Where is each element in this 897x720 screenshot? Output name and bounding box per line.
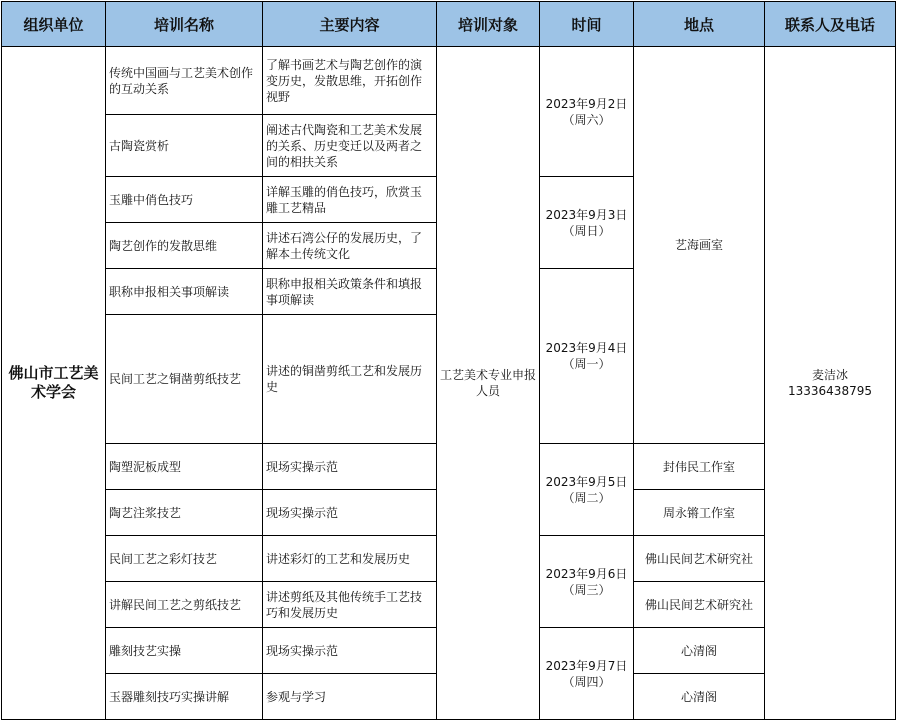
date-cell — [540, 628, 634, 720]
date-cell — [540, 47, 634, 177]
course-name: 陶艺创作的发散思维 — [106, 223, 263, 269]
weekday-text: （周二） — [562, 490, 611, 505]
training-schedule-table — [1, 1, 896, 720]
date-text: 2023年9月6日 — [545, 566, 628, 581]
course-content: 现场实操示范 — [263, 490, 437, 536]
course-name: 职称申报相关事项解读 — [106, 269, 263, 315]
location-cell: 封伟民工作室 — [634, 444, 765, 490]
course-content: 参观与学习 — [263, 674, 437, 720]
course-name: 陶塑泥板成型 — [106, 444, 263, 490]
course-name: 雕刻技艺实操 — [106, 628, 263, 674]
course-content: 讲述石湾公仔的发展历史，了解本土传统文化 — [263, 223, 437, 269]
weekday-text: （周四） — [562, 674, 611, 689]
header-contact: 联系人及电话 — [765, 2, 896, 47]
contact-phone: 13336438795 — [788, 384, 872, 398]
course-name: 民间工艺之铜凿剪纸技艺 — [106, 315, 263, 444]
location-cell: 佛山民间艺术研究社 — [634, 582, 765, 628]
location-cell: 艺海画室 — [634, 47, 765, 444]
course-name: 陶艺注浆技艺 — [106, 490, 263, 536]
date-cell — [540, 177, 634, 269]
course-name: 讲解民间工艺之剪纸技艺 — [106, 582, 263, 628]
header-location: 地点 — [634, 2, 765, 47]
location-cell: 心清阁 — [634, 674, 765, 720]
course-name: 古陶瓷赏析 — [106, 115, 263, 177]
course-content: 阐述古代陶瓷和工艺美术发展的关系、历史变迁以及两者之间的相扶关系 — [263, 115, 437, 177]
contact-cell — [765, 47, 896, 720]
header-time: 时间 — [540, 2, 634, 47]
contact-name: 麦洁冰 — [811, 368, 848, 382]
date-cell — [540, 444, 634, 536]
date-text: 2023年9月4日 — [545, 341, 628, 355]
course-content: 讲述的铜凿剪纸工艺和发展历史 — [263, 315, 437, 444]
location-cell: 心清阁 — [634, 628, 765, 674]
date-text: 2023年9月2日 — [545, 96, 628, 111]
course-content: 讲述剪纸及其他传统手工艺技巧和发展历史 — [263, 582, 437, 628]
header-org: 组织单位 — [2, 2, 106, 47]
header-audience: 培训对象 — [437, 2, 540, 47]
audience-cell: 工艺美术专业申报人员 — [437, 47, 540, 720]
date-cell — [540, 536, 634, 628]
course-content: 了解书画艺术与陶艺创作的演变历史，发散思维，开拓创作视野 — [263, 47, 437, 115]
header-row — [2, 2, 896, 47]
course-name: 传统中国画与工艺美术创作的互动关系 — [106, 47, 263, 115]
course-content: 详解玉雕的俏色技巧，欣赏玉雕工艺精品 — [263, 177, 437, 223]
org-cell: 佛山市工艺美术学会 — [2, 47, 106, 720]
table-row — [2, 47, 896, 115]
weekday-text: （周三） — [562, 582, 611, 597]
location-cell: 佛山民间艺术研究社 — [634, 536, 765, 582]
course-content: 现场实操示范 — [263, 628, 437, 674]
header-name: 培训名称 — [106, 2, 263, 47]
weekday-text: （周一） — [562, 357, 611, 371]
course-content: 现场实操示范 — [263, 444, 437, 490]
course-content: 讲述彩灯的工艺和发展历史 — [263, 536, 437, 582]
date-text: 2023年9月3日 — [545, 207, 628, 222]
date-text: 2023年9月7日 — [545, 658, 628, 673]
course-name: 玉雕中俏色技巧 — [106, 177, 263, 223]
date-text: 2023年9月5日 — [545, 474, 628, 489]
header-content: 主要内容 — [263, 2, 437, 47]
course-name: 玉器雕刻技巧实操讲解 — [106, 674, 263, 720]
course-name: 民间工艺之彩灯技艺 — [106, 536, 263, 582]
date-cell — [540, 269, 634, 444]
course-content: 职称申报相关政策条件和填报事项解读 — [263, 269, 437, 315]
location-cell: 周永锵工作室 — [634, 490, 765, 536]
weekday-text: （周六） — [562, 112, 611, 127]
weekday-text: （周日） — [562, 223, 611, 238]
